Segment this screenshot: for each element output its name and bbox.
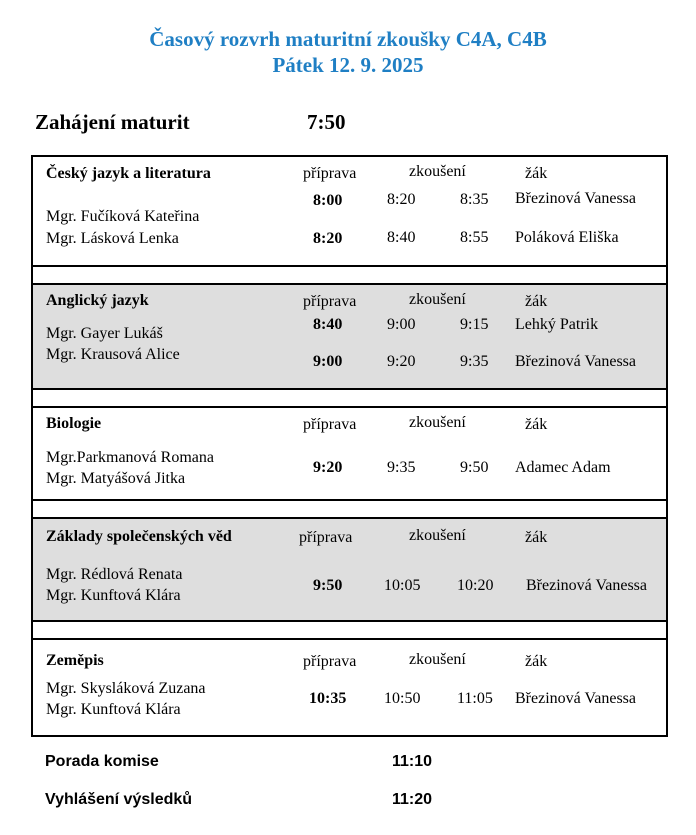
section-geography	[31, 638, 668, 737]
column-student-header: žák	[525, 653, 548, 670]
student-name: Poláková Eliška	[515, 229, 619, 246]
column-student-header: žák	[525, 293, 548, 310]
teacher-name: Mgr. Fučíková Kateřina	[46, 208, 200, 225]
section-english	[31, 283, 668, 390]
teacher-name: Mgr. Kunftová Klára	[46, 701, 181, 718]
prep-time: 9:00	[313, 353, 343, 370]
prep-time: 8:20	[313, 230, 343, 247]
exam-end-time: 8:55	[460, 229, 489, 246]
prep-time: 8:40	[313, 316, 343, 333]
subject-title: Biologie	[46, 415, 102, 432]
section-biology	[31, 406, 668, 501]
subject-title: Zeměpis	[46, 652, 104, 669]
column-exam-header: zkoušení	[409, 291, 466, 308]
student-name: Březinová Vanessa	[526, 577, 647, 594]
page-date: Pátek 12. 9. 2025	[272, 53, 424, 77]
teacher-name: Mgr. Kunftová Klára	[46, 587, 181, 604]
teacher-name: Mgr. Krausová Alice	[46, 346, 180, 363]
exam-end-time: 10:20	[457, 577, 494, 594]
footer-label: Vyhlášení výsledků	[45, 791, 193, 808]
column-exam-header: zkoušení	[409, 651, 466, 668]
teacher-name: Mgr. Skysláková Zuzana	[46, 680, 206, 697]
exam-start-time: 10:50	[384, 690, 421, 707]
subject-title: Základy společenských věd	[46, 528, 232, 545]
exam-start-time: 8:40	[387, 229, 416, 246]
page-title: Časový rozvrh maturitní zkoušky C4A, C4B	[149, 27, 547, 51]
prep-time: 9:50	[313, 577, 343, 594]
column-prep-header: příprava	[299, 529, 353, 546]
subject-title: Český jazyk a literatura	[46, 165, 211, 182]
exam-end-time: 11:05	[457, 690, 493, 707]
exam-start-time: 9:35	[387, 459, 416, 476]
column-exam-header: zkoušení	[409, 163, 466, 180]
exam-end-time: 8:35	[460, 191, 489, 208]
exam-end-time: 9:35	[460, 353, 489, 370]
student-name: Březinová Vanessa	[515, 690, 636, 707]
prep-time: 10:35	[309, 690, 347, 707]
footer-time: 11:20	[392, 791, 433, 808]
column-prep-header: příprava	[303, 416, 357, 433]
student-name: Lehký Patrik	[515, 316, 599, 333]
column-student-header: žák	[525, 529, 548, 546]
section-social-sciences	[31, 517, 668, 622]
student-name: Březinová Vanessa	[515, 353, 636, 370]
teacher-name: Mgr. Lásková Lenka	[46, 230, 179, 247]
exam-start-time: 9:20	[387, 353, 416, 370]
footer-label: Porada komise	[45, 753, 159, 770]
column-exam-header: zkoušení	[409, 527, 466, 544]
exam-start-time: 9:00	[387, 316, 416, 333]
column-prep-header: příprava	[303, 293, 357, 310]
section-czech	[31, 155, 668, 267]
section-divider	[31, 499, 668, 519]
student-name: Březinová Vanessa	[515, 190, 636, 207]
subject-title: Anglický jazyk	[46, 292, 149, 309]
section-divider	[31, 265, 668, 285]
exam-end-time: 9:50	[460, 459, 489, 476]
exam-start-time: 8:20	[387, 191, 416, 208]
section-divider	[31, 388, 668, 408]
student-name: Adamec Adam	[515, 459, 611, 476]
prep-time: 8:00	[313, 192, 343, 209]
start-label: Zahájení maturit	[35, 110, 190, 134]
footer-time: 11:10	[392, 753, 433, 770]
teacher-name: Mgr. Gayer Lukáš	[46, 325, 163, 342]
start-time: 7:50	[307, 110, 346, 134]
section-divider	[31, 620, 668, 640]
column-prep-header: příprava	[303, 653, 357, 670]
teacher-name: Mgr. Rédlová Renata	[46, 566, 183, 583]
teacher-name: Mgr. Matyášová Jitka	[46, 470, 186, 487]
column-prep-header: příprava	[303, 165, 357, 182]
column-exam-header: zkoušení	[409, 414, 466, 431]
exam-start-time: 10:05	[384, 577, 421, 594]
teacher-name: Mgr.Parkmanová Romana	[46, 449, 214, 466]
column-student-header: žák	[525, 416, 548, 433]
exam-end-time: 9:15	[460, 316, 489, 333]
column-student-header: žák	[525, 165, 548, 182]
prep-time: 9:20	[313, 459, 343, 476]
